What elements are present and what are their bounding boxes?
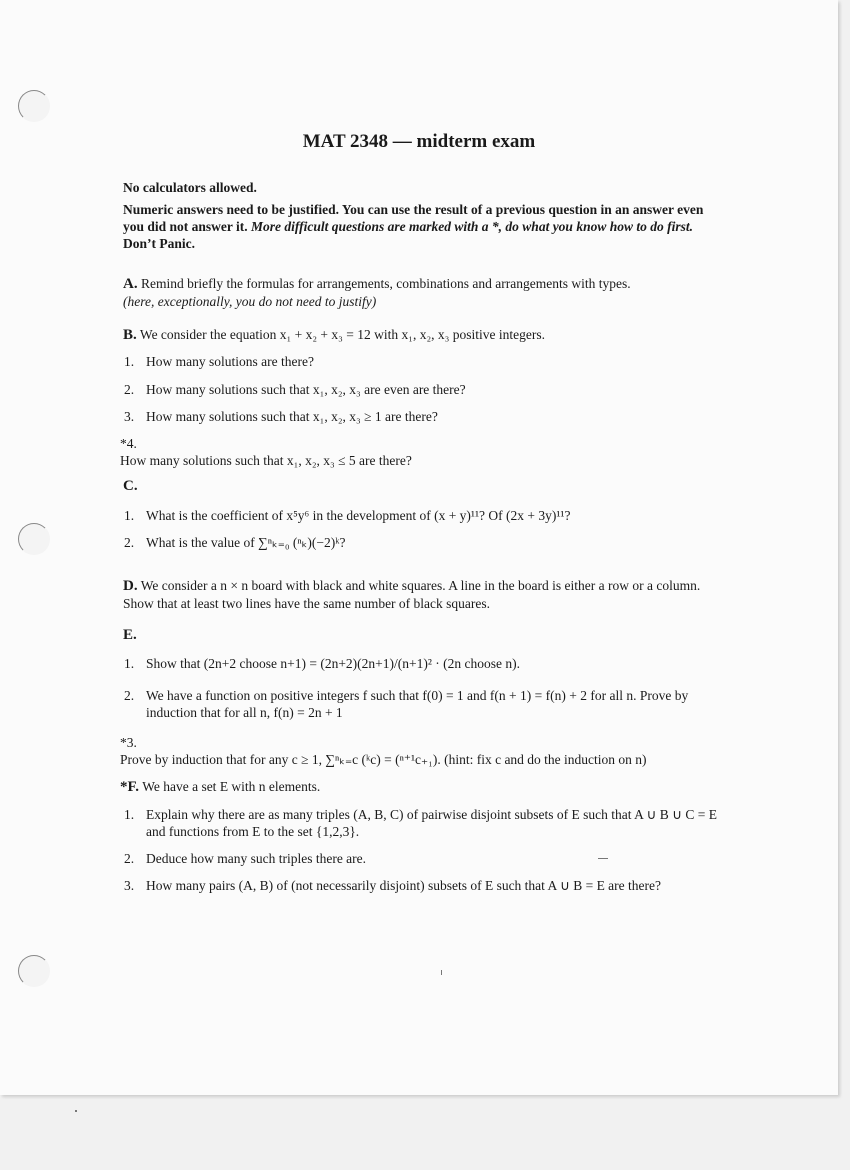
item-text: Show that (2n+2 choose n+1) = (2n+2)(2n+1)/(n+1)² · (2n choose n). — [146, 656, 521, 671]
item-number: 3. — [124, 409, 135, 424]
question-a — [123, 275, 723, 310]
item-text: Explain why there are as many triples (A, B, C) of pairwise disjoint subsets of E such that A ∪ B ∪ C = E and functions from E to the set {1,2,3}. — [146, 807, 718, 839]
scan-speck — [441, 970, 442, 975]
item-number: 1. — [124, 656, 135, 671]
question-f — [120, 778, 720, 796]
list-item — [124, 806, 724, 840]
question-b — [123, 326, 723, 344]
item-number: *4. — [120, 436, 137, 451]
list-item — [124, 655, 724, 672]
question-note: (here, exceptionally, you do not need to justify) — [123, 294, 377, 309]
item-text: How many solutions are there? — [146, 354, 314, 369]
list-item — [124, 381, 724, 398]
section-label: D. — [123, 578, 138, 594]
section-label: B. — [123, 327, 137, 343]
item-number: 2. — [124, 688, 135, 703]
question-e — [123, 626, 723, 644]
list-item — [124, 534, 724, 551]
item-number: *3. — [120, 735, 137, 750]
punch-hole — [18, 523, 50, 555]
item-number: 1. — [124, 508, 135, 523]
scan-speck — [598, 858, 608, 859]
list-item — [120, 435, 720, 469]
item-number: 2. — [124, 535, 135, 550]
item-number: 2. — [124, 382, 135, 397]
punch-hole — [18, 955, 50, 987]
list-item — [124, 408, 724, 425]
question-d — [123, 577, 723, 612]
item-number: 1. — [124, 807, 135, 822]
list-item — [124, 507, 724, 524]
question-intro: We have a set E with n elements. — [142, 779, 321, 794]
no-calculators-rule: No calculators allowed. — [123, 180, 257, 195]
punch-hole — [18, 90, 50, 122]
item-number: 2. — [124, 851, 135, 866]
section-label: C. — [123, 478, 138, 494]
question-text: We consider a n × n board with black and white squares. A line in the board is either a row or a column. Show that at least two lines have the same number of black squares. — [123, 578, 701, 611]
item-text: How many solutions such that x₁, x₂, x₃ ≤ 5 are there? — [120, 453, 412, 468]
list-item — [124, 353, 724, 370]
item-number: 3. — [124, 878, 135, 893]
scan-speck — [75, 1110, 77, 1112]
item-text: Deduce how many such triples there are. — [146, 851, 367, 866]
item-text: How many solutions such that x₁, x₂, x₃ are even are there? — [146, 382, 466, 397]
list-item — [120, 734, 720, 768]
instructions — [123, 201, 723, 252]
list-item — [124, 687, 724, 721]
instructions-justify: Numeric answers need to be justified. You can use the result of a previous question in an answer even you did not answer it. — [123, 202, 704, 234]
item-text: What is the coefficient of x⁵y⁶ in the development of (x + y)¹¹? Of (2x + 3y)¹¹? — [146, 508, 571, 523]
instructions-dont-panic: Don’t Panic. — [123, 236, 195, 251]
item-text: We have a function on positive integers f such that f(0) = 1 and f(n + 1) = f(n) + 2 for all n. Prove by induction that for all n, f(n) = 2n + 1 — [146, 688, 689, 720]
section-label: E. — [123, 627, 137, 643]
list-item — [124, 850, 724, 867]
item-text: How many solutions such that x₁, x₂, x₃ ≥ 1 are there? — [146, 409, 438, 424]
list-item — [124, 877, 724, 894]
page-title: MAT 2348 — midterm exam — [302, 131, 536, 152]
section-label: A. — [123, 276, 138, 292]
question-text: Remind briefly the formulas for arrangements, combinations and arrangements with types. — [140, 276, 631, 291]
item-number: 1. — [124, 354, 135, 369]
item-text: Prove by induction that for any c ≥ 1, ∑ⁿₖ₌c (ᵏc) = (ⁿ⁺¹c₊₁). (hint: fix c and do the induction on n) — [120, 752, 647, 767]
instructions-difficulty: More difficult questions are marked with a *, do what you know how to do first. — [251, 219, 693, 234]
section-label: *F. — [120, 779, 140, 795]
item-text: What is the value of ∑ⁿₖ₌₀ (ⁿₖ)(−2)ᵏ? — [146, 535, 346, 550]
question-intro: We consider the equation x₁ + x₂ + x₃ = 12 with x₁, x₂, x₃ positive integers. — [139, 327, 545, 342]
question-c — [123, 477, 723, 495]
item-text: How many pairs (A, B) of (not necessarily disjoint) subsets of E such that A ∪ B = E are there? — [146, 878, 662, 893]
